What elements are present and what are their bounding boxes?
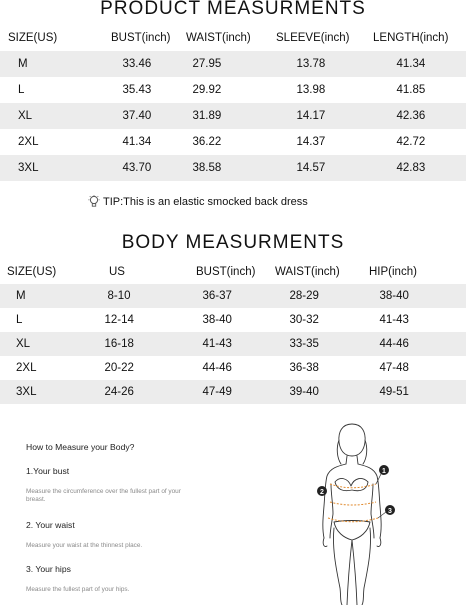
guide-bust-desc-2: breast.: [26, 496, 46, 503]
product-cell: L: [18, 84, 25, 96]
guide-step-bust: 1.Your bust: [26, 466, 70, 476]
product-cell: 37.40: [122, 110, 152, 122]
body-cell: 20-22: [104, 362, 134, 374]
product-cell: 13.98: [296, 84, 326, 96]
product-cell: 41.85: [396, 84, 426, 96]
product-header-cell: SLEEVE(inch): [276, 32, 350, 44]
product-cell: 2XL: [18, 136, 39, 148]
product-cell: 14.57: [296, 162, 326, 174]
guide-step-waist: 2. Your waist: [26, 520, 75, 530]
marker-3-label: 3: [388, 508, 392, 515]
product-cell: 33.46: [122, 58, 152, 70]
product-cell: 3XL: [18, 162, 39, 174]
body-header-cell: HIP(inch): [369, 266, 417, 278]
product-cell: 14.17: [296, 110, 326, 122]
body-cell: 39-40: [289, 386, 319, 398]
product-row: [0, 103, 466, 129]
body-cell: 47-49: [202, 386, 232, 398]
product-cell: 38.58: [192, 162, 222, 174]
marker-2-label: 2: [320, 489, 324, 496]
product-row: [0, 77, 466, 103]
product-cell: 41.34: [396, 58, 426, 70]
waist-marker: [317, 486, 327, 496]
guide-step-hips: 3. Your hips: [26, 564, 71, 574]
product-cell: 36.22: [192, 136, 222, 148]
body-cell: 36-38: [289, 362, 319, 374]
product-cell: XL: [18, 110, 33, 122]
body-cell: M: [16, 290, 26, 302]
tip-text: TIP:This is an elastic smocked back dress: [103, 196, 308, 208]
body-row: [0, 356, 466, 380]
body-cell: 16-18: [104, 338, 134, 350]
product-title: PRODUCT MEASURMENTS: [100, 0, 366, 19]
body-cell: 41-43: [379, 314, 409, 326]
product-row: [0, 155, 466, 181]
body-cell: 2XL: [16, 362, 37, 374]
guide-heading: How to Measure your Body?: [26, 442, 135, 452]
body-cell: 38-40: [202, 314, 232, 326]
body-cell: 41-43: [202, 338, 232, 350]
product-cell: 27.95: [192, 58, 222, 70]
product-cell: 43.70: [122, 162, 152, 174]
body-cell: L: [16, 314, 23, 326]
body-cell: 3XL: [16, 386, 37, 398]
product-cell: 42.83: [396, 162, 426, 174]
body-cell: 12-14: [104, 314, 134, 326]
body-cell: 44-46: [379, 338, 409, 350]
body-cell: 49-51: [379, 386, 409, 398]
body-cell: XL: [16, 338, 31, 350]
lightbulb-icon: [88, 195, 100, 209]
body-title: BODY MEASURMENTS: [121, 232, 345, 253]
body-cell: 44-46: [202, 362, 232, 374]
body-header-cell: US: [109, 266, 125, 278]
body-header-cell: BUST(inch): [196, 266, 256, 278]
guide-hips-desc: Measure the fullest part of your hips.: [26, 586, 130, 593]
product-row: [0, 51, 466, 77]
body-cell: 38-40: [379, 290, 409, 302]
product-cell: 14.37: [296, 136, 326, 148]
product-header-cell: SIZE(US): [8, 32, 58, 44]
guide-waist-desc: Measure your waist at the thinnest place.: [26, 542, 143, 549]
body-cell: 8-10: [107, 290, 131, 302]
marker-1-label: 1: [382, 468, 386, 475]
product-cell: 13.78: [296, 58, 326, 70]
product-cell: 41.34: [122, 136, 152, 148]
body-row: [0, 308, 466, 332]
product-cell: 42.72: [396, 136, 426, 148]
product-cell: 29.92: [192, 84, 222, 96]
product-header-row: [0, 25, 466, 51]
product-row: [0, 129, 466, 155]
body-row: [0, 380, 466, 404]
body-cell: 47-48: [379, 362, 409, 374]
product-cell: 42.36: [396, 110, 426, 122]
body-figure-illustration: [300, 418, 410, 605]
product-header-cell: BUST(inch): [111, 32, 171, 44]
product-header-cell: LENGTH(inch): [373, 32, 449, 44]
guide-bust-desc-1: Measure the circumference over the fullest part of your: [26, 488, 181, 495]
body-row: [0, 284, 466, 308]
body-header-cell: SIZE(US): [7, 266, 57, 278]
body-header-cell: WAIST(inch): [275, 266, 340, 278]
tip-line: [88, 195, 308, 209]
body-cell: 28-29: [289, 290, 319, 302]
product-cell: 35.43: [122, 84, 152, 96]
product-header-cell: WAIST(inch): [186, 32, 251, 44]
body-cell: 36-37: [202, 290, 232, 302]
product-cell: M: [18, 58, 28, 70]
body-row: [0, 332, 466, 356]
body-cell: 24-26: [104, 386, 134, 398]
product-cell: 31.89: [192, 110, 222, 122]
body-cell: 30-32: [289, 314, 319, 326]
body-header-row: [0, 260, 466, 284]
body-cell: 33-35: [289, 338, 319, 350]
